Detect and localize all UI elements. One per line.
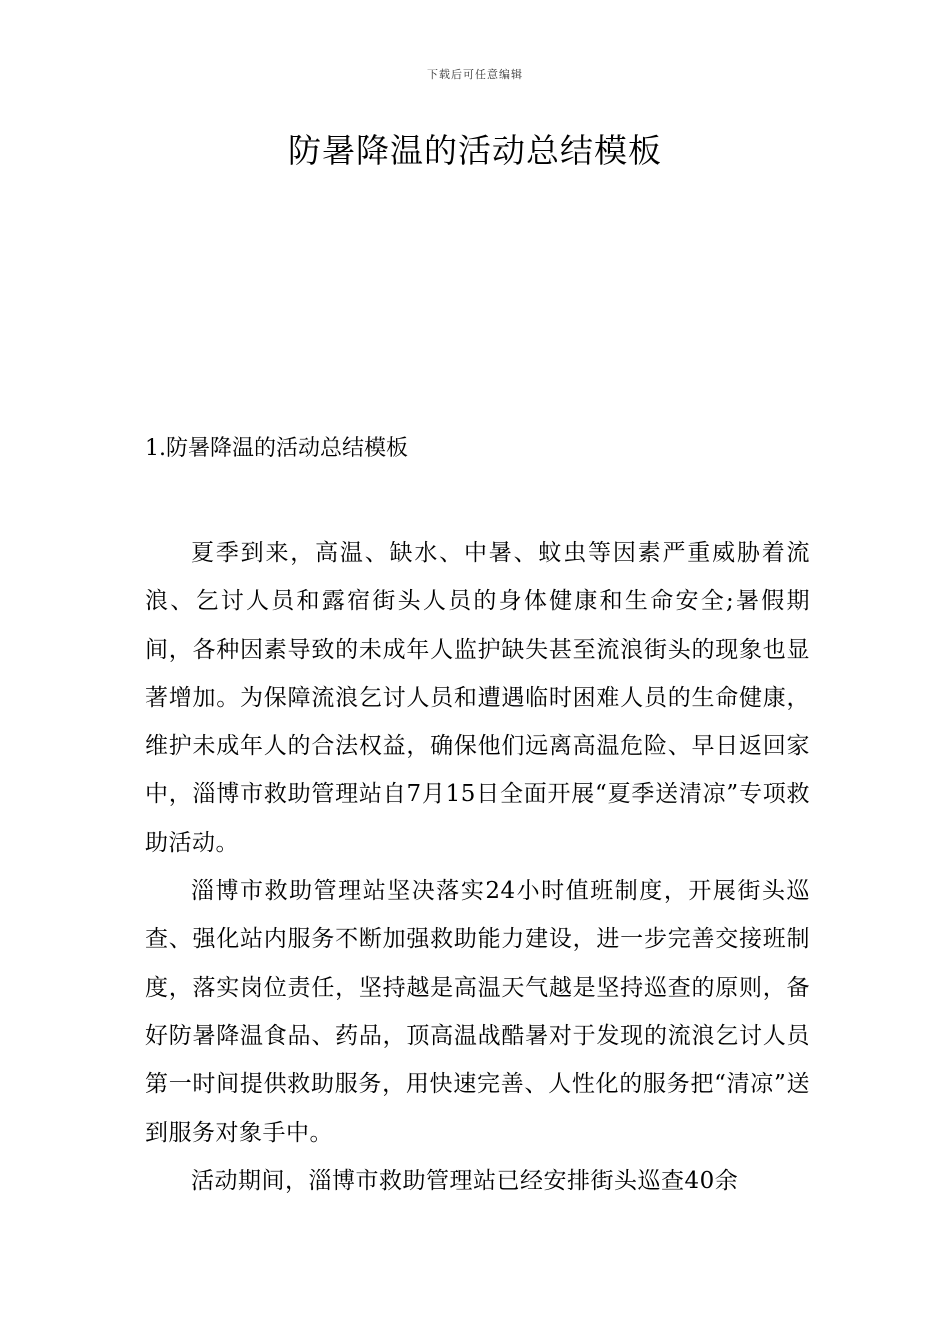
document-title: 防暑降温的活动总结模板 [288, 131, 662, 170]
body-text [145, 529, 810, 1205]
header-note: 下载后可任意编辑 [427, 68, 523, 81]
paragraph-1: 夏季到来，高温、缺水、中暑、蚊虫等因素严重威胁着流浪、乞讨人员和露宿街头人员的身体健康和生命安全;暑假期间，各种因素导致的未成年人监护缺失甚至流浪街头的现象也显著增加。为保障流浪乞讨人员和遭遇临时困难人员的生命健康，维护未成年人的合法权益，确保他们远离高温危险、早日返回家中，淄博市救助管理站自7月15日全面开展“夏季送清凉”专项救助活动。 [145, 540, 810, 856]
section-heading: 1.防暑降温的活动总结模板 [145, 436, 408, 461]
paragraph-3: 活动期间，淄博市救助管理站已经安排街头巡查40余 [191, 1167, 739, 1194]
paragraph-2: 淄博市救助管理站坚决落实24小时值班制度，开展街头巡查、强化站内服务不断加强救助能力建设，进一步完善交接班制度，落实岗位责任，坚持越是高温天气越是坚持巡查的原则，备好防暑降温食品、药品，顶高温战酷暑对于发现的流浪乞讨人员第一时间提供救助服务，用快速完善、人性化的服务把“清凉”送到服务对象手中。 [145, 878, 810, 1146]
